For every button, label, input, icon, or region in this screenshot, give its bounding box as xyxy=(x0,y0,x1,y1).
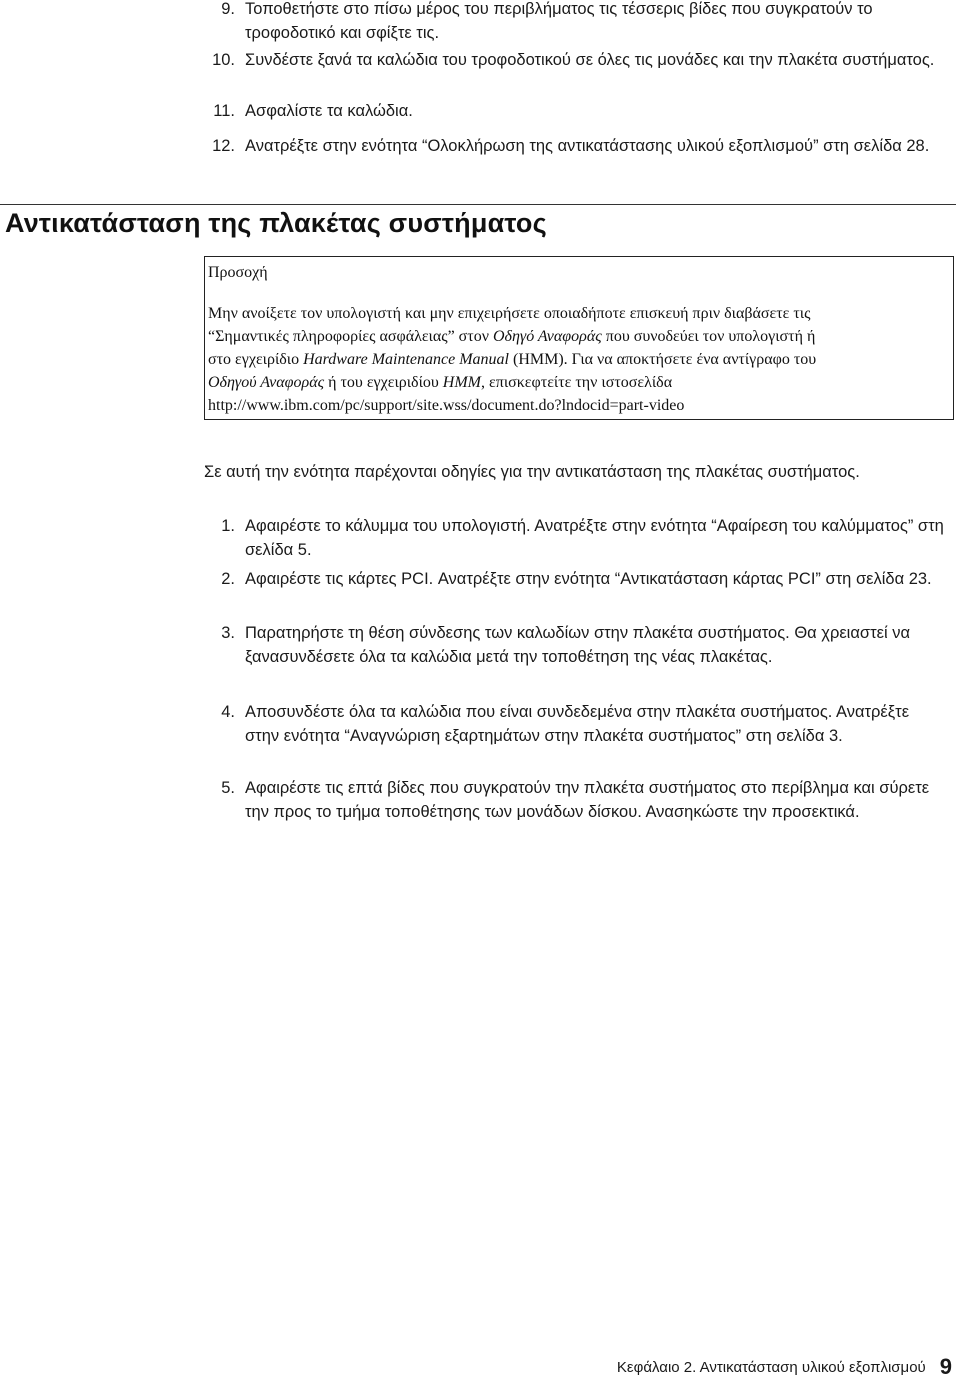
step-text: Αφαιρέστε τις επτά βίδες που συγκρατούν την πλακέτα συστήματος στο περίβλημα και σύρετε την προς το τμήμα τοποθέτησης των μονάδων δίσκου. Ανασηκώστε την προσεκτικά. xyxy=(245,779,930,821)
section-title: Αντικατάσταση της πλακέτας συστήματος xyxy=(5,208,547,238)
step-number: 4. xyxy=(221,703,235,721)
step-number: 1. xyxy=(221,517,235,535)
step-text: Ασφαλίστε τα καλώδια. xyxy=(245,102,413,120)
step-number: 12. xyxy=(212,137,235,155)
step-text: Αποσυνδέστε όλα τα καλώδια που είναι συνδεδεμένα στην πλακέτα συστήματος. Ανατρέξτε στην ενότητα “Αναγνώριση εξαρτημάτων στην πλακέτα συστήματος” στη σελίδα 3. xyxy=(245,703,910,745)
page-footer xyxy=(617,1354,952,1380)
step-text: Ανατρέξτε στην ενότητα “Ολοκλήρωση της αντικατάστασης υλικού εξοπλισμού” στη σελίδα 28. xyxy=(245,137,930,155)
section-divider xyxy=(0,204,956,205)
intro-paragraph: Σε αυτή την ενότητα παρέχονται οδηγίες για την αντικατάσταση της πλακέτας συστήματος. xyxy=(204,463,860,481)
step-text: Αφαιρέστε το κάλυμμα του υπολογιστή. Ανατρέξτε στην ενότητα “Αφαίρεση του καλύμματος” στη σελίδα 5. xyxy=(245,517,944,559)
manual-reference: Hardware Maintenance Manual xyxy=(303,351,509,368)
step-number: 10. xyxy=(212,51,235,69)
page-number: 9 xyxy=(939,1354,952,1379)
step-text: Τοποθετήστε στο πίσω μέρος του περιβλήματος τις τέσσερις βίδες που συγκρατούν το τροφοδοτικό και σφίξτε τις. xyxy=(245,0,873,42)
step-number: 3. xyxy=(221,624,235,642)
hmm-reference: HMM xyxy=(442,374,482,391)
attention-line: Μην ανοίξετε τον υπολογιστή και μην επιχειρήσετε οποιαδήποτε επισκευή πριν διαβάσετε τις xyxy=(208,305,811,322)
attention-title: Προσοχή xyxy=(208,264,268,281)
step-text: Αφαιρέστε τις κάρτες PCI. Ανατρέξτε στην ενότητα “Αντικατάσταση κάρτας PCI” στη σελίδα 23. xyxy=(245,570,932,588)
attention-line: “Σημαντικές πληροφορίες ασφάλειας” στον Οδηγό Αναφοράς που συνοδεύει τον υπολογιστή ή xyxy=(208,328,816,345)
guide-reference: Οδηγού Αναφοράς xyxy=(208,374,325,391)
step-number: 5. xyxy=(221,779,235,797)
guide-reference: Οδηγό Αναφοράς xyxy=(492,328,602,345)
attention-line: στο εγχειρίδιο Hardware Maintenance Manual (HMM). Για να αποκτήσετε ένα αντίγραφο του xyxy=(208,351,817,368)
step-number: 9. xyxy=(221,0,235,18)
step-text: Παρατηρήστε τη θέση σύνδεσης των καλωδίων στην πλακέτα συστήματος. Θα χρειαστεί να ξανασυνδέσετε όλα τα καλώδια μετά την τοποθέτηση της νέας πλακέτας. xyxy=(245,624,910,666)
support-url[interactable]: http://www.ibm.com/pc/support/site.wss/document.do?lndocid=part-video xyxy=(208,397,685,414)
step-text: Συνδέστε ξανά τα καλώδια του τροφοδοτικού σε όλες τις μονάδες και την πλακέτα συστήματος. xyxy=(245,51,935,69)
attention-line: Οδηγού Αναφοράς ή του εγχειριδίου HMM, επισκεφτείτε την ιστοσελίδα xyxy=(208,374,673,391)
chapter-label: Κεφάλαιο 2. Αντικατάσταση υλικού εξοπλισμού xyxy=(616,1359,926,1376)
step-number: 11. xyxy=(213,102,235,120)
step-number: 2. xyxy=(221,570,235,588)
